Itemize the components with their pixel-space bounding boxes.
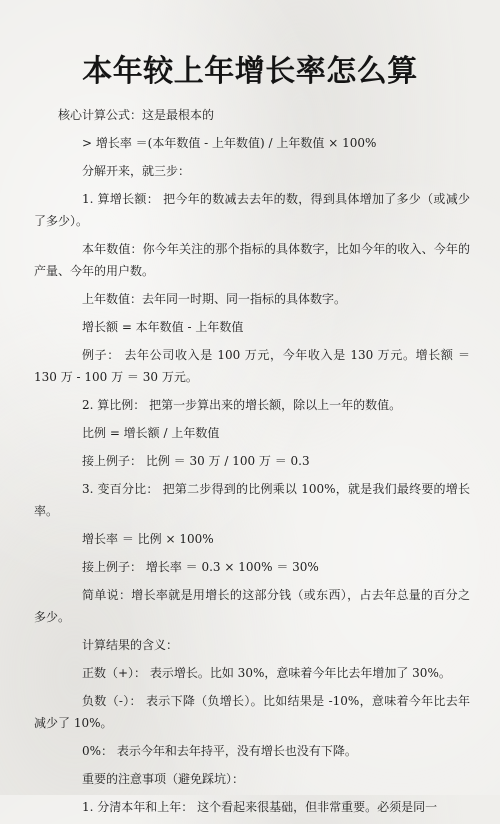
paragraph-zero: 0%： 表示今年和去年持平，没有增长也没有下降。	[82, 744, 357, 758]
paragraph-intro: 核心计算公式：这是最根本的	[58, 108, 215, 122]
paragraph-current-year: 本年数值：你今年关注的那个指标的具体数字，比如今年的收入、今年的产量、今年的用户数。	[34, 242, 470, 278]
paragraph-example-1: 例子： 去年公司收入是 100 万元，今年收入是 130 万元。增长额 ＝ 130 万 - 100 万 ＝ 30 万元。	[34, 348, 470, 384]
paragraph-meaning-heading: 计算结果的含义：	[82, 638, 179, 652]
paragraph-formula: > 增长率 ＝(本年数值 - 上年数值) / 上年数值 × 100%	[82, 136, 377, 150]
article-body	[34, 104, 470, 824]
paragraph-note-1: 1. 分清本年和上年： 这个看起来很基础，但非常重要。必须是同一	[82, 800, 438, 814]
paragraph-rate-formula: 增长率 ＝ 比例 × 100%	[82, 532, 214, 546]
paragraph-increase-formula: 增长额 = 本年数值 - 上年数值	[82, 320, 244, 334]
paragraph-step-3: 3. 变百分比： 把第二步得到的比例乘以 100%，就是我们最终要的增长率。	[34, 482, 470, 518]
paragraph-positive: 正数（+）： 表示增长。比如 30%，意味着今年比去年增加了 30%。	[82, 666, 451, 680]
paragraph-example-2: 接上例子： 比例 ＝ 30 万 / 100 万 ＝ 0.3	[82, 454, 310, 468]
paragraph-previous-year: 上年数值：去年同一时期、同一指标的具体数字。	[82, 292, 347, 306]
paragraph-summary: 简单说：增长率就是用增长的这部分钱（或东西），占去年总量的百分之多少。	[34, 588, 470, 624]
paragraph-example-3: 接上例子： 增长率 ＝ 0.3 × 100% ＝ 30%	[82, 560, 319, 574]
paragraph-negative: 负数（-）： 表示下降（负增长）。比如结果是 -10%，意味着今年比去年减少了 10%。	[34, 694, 470, 730]
paragraph-step-1: 1. 算增长额： 把今年的数减去去年的数，得到具体增加了多少（或减少了多少）。	[34, 192, 470, 228]
paragraph-step-2: 2. 算比例： 把第一步算出来的增长额，除以上一年的数值。	[82, 398, 402, 412]
paragraph-ratio-formula: 比例 = 增长额 / 上年数值	[82, 426, 220, 440]
page-title: 本年较上年增长率怎么算	[82, 54, 418, 89]
paragraph-notes-heading: 重要的注意事项（避免踩坑）：	[82, 772, 245, 786]
paragraph-steps-intro: 分解开来，就三步：	[82, 164, 191, 178]
